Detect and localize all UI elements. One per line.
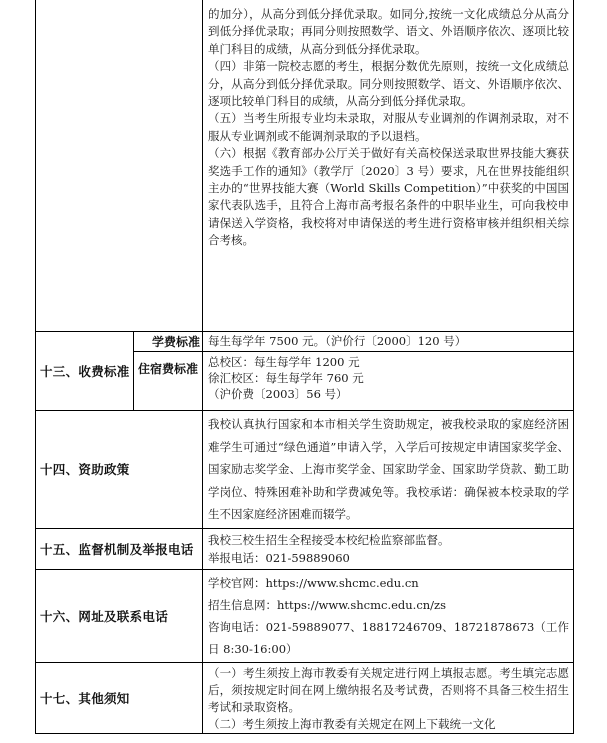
- admission-paragraph: 的加分），从高分到低分择优录取。如同分,按统一文化成绩总分从高分到低分择优录取；再同分则按照数学、语文、外语顺序依次、逐项比较单门科目的成绩，从高分到低分择优录取。: [208, 7, 569, 56]
- school-website-link[interactable]: 学校官网：https://www.shcmc.edu.cn: [208, 575, 419, 590]
- supervision-line: 我校三校生招生全程接受本校纪检监察部监督。: [208, 532, 450, 547]
- consult-phone: 咨询电话：021-59889077、18817246709、18721878673（工作日 8:30-16:00）: [208, 619, 569, 656]
- fees-label: 十三、收费标准: [36, 332, 134, 411]
- tuition-label: 学费标准: [134, 332, 203, 352]
- row-aid: [36, 411, 574, 529]
- admissions-website-link[interactable]: 招生信息网：https://www.shcmc.edu.cn/zs: [208, 597, 447, 612]
- row-supervision: [36, 528, 574, 569]
- other-label: 十七、其他须知: [36, 662, 203, 733]
- report-phone: 举报电话：021-59889060: [208, 550, 350, 565]
- row-other: [36, 662, 574, 733]
- lodging-content: [203, 352, 574, 411]
- website-content: [203, 569, 574, 662]
- row-fees-tuition: [36, 332, 574, 352]
- website-label: 十六、网址及联系电话: [36, 569, 203, 662]
- supervision-content: [203, 528, 574, 569]
- tuition-line: 每生每学年 7500 元。（沪价行〔2000〕120 号）: [208, 334, 467, 348]
- lodging-line: （沪价费〔2003〕56 号）: [208, 387, 348, 401]
- admission-paragraph: （四）非第一院校志愿的考生，根据分数优先原则，按统一文化成绩总分，从高分到低分择优录取。同分则按照数学、语文、外语顺序依次、逐项比较单门科目的成绩，从高分到低分择优录取。: [208, 59, 569, 109]
- admission-paragraph: （六）根据《教育部办公厅关于做好有关高校保送录取世界技能大赛获奖选手工作的通知》（教学厅〔2020〕3 号）要求，凡在世界技能组织主办的“世界技能大赛（World Skills Competition）”中获奖的中国国家代表队选手，且符合上海市高考报名条件的中职毕业生，可向我校申请保送入学资格，我校将对申请保送的考生进行资格审核并组织相关综合考核。: [208, 146, 569, 248]
- empty-label-cell: [36, 0, 203, 332]
- row-admission-continued: [36, 0, 574, 332]
- admission-paragraph: （五）当考生所报专业均未录取，对服从专业调剂的作调剂录取，对不服从专业调剂或不能调剂录取的予以退档。: [208, 111, 569, 143]
- aid-text: 我校认真执行国家和本市相关学生资助规定，被我校录取的家庭经济困难学生可通过“绿色通道”申请入学，入学后可按规定申请国家奖学金、国家励志奖学金、上海市奖学金、国家助学金、国家助学贷款、勤工助学岗位、特殊困难补助和学费减免等。我校承诺：确保被本校录取的学生不因家庭经济困难而辍学。: [208, 417, 569, 521]
- other-content: [203, 662, 574, 733]
- lodging-line: 徐汇校区：每生每学年 760 元: [208, 371, 364, 385]
- other-paragraph: （二）考生须按上海市教委有关规定在网上下载统一文化: [208, 716, 496, 731]
- row-website: [36, 569, 574, 662]
- lodging-label: 住宿费标准: [134, 352, 203, 411]
- aid-content: [203, 411, 574, 529]
- tuition-content: [203, 332, 574, 352]
- supervision-label: 十五、监督机制及举报电话: [36, 528, 203, 569]
- aid-label: 十四、资助政策: [36, 411, 203, 529]
- other-paragraph: （一）考生须按上海市教委有关规定进行网上填报志愿。考生填完志愿后，须按规定时间在网上缴纳报名及考试费，否则将不具备三校生招生考试和录取资格。: [208, 665, 569, 714]
- document-page: [35, 0, 573, 734]
- lodging-line: 总校区：每生每学年 1200 元: [208, 355, 360, 369]
- admissions-table: [35, 0, 574, 734]
- admission-rules-content: [203, 0, 574, 332]
